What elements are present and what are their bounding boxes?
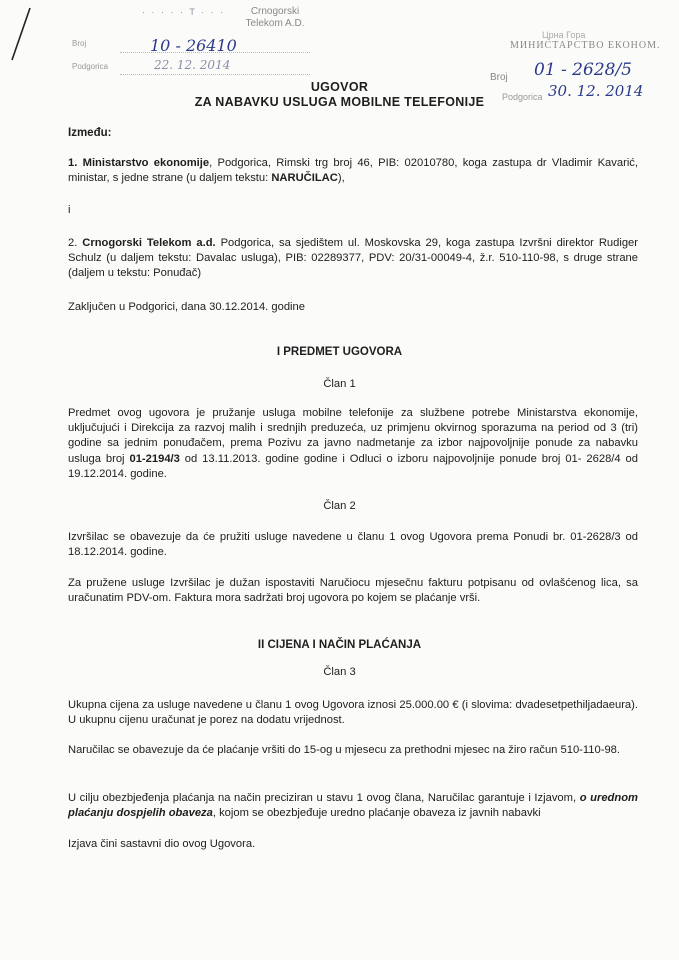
stamp-company-name: Crnogorski Telekom A.D.	[245, 6, 305, 29]
between-label: Između:	[68, 127, 112, 139]
telekom-logo: · · · · · T · · ·	[142, 7, 226, 17]
stamp-line	[120, 74, 310, 75]
clan-3-p3-a: U cilju obezbjeđenja plaćanja na način preciziran u stavu 1 ovog člana, Naručilac garantuje i Izjavom,	[68, 792, 580, 804]
clan-3-paragraph-4: Izjava čini sastavni dio ovog Ugovora.	[68, 838, 256, 850]
stamp-country: Црна Гора	[542, 30, 586, 40]
clan-1-text	[68, 406, 638, 482]
stamp-label-podgorica: Podgorica	[72, 62, 109, 71]
clan-1-text-b: od 13.11.2013. godine godine i Odluci o izboru najpovoljnije ponude broj 01- 2628/4 od 19.12.2014. godine.	[68, 452, 639, 480]
handwritten-slash-mark	[8, 6, 34, 62]
party-2-text: Podgorica, sa sjedištem ul. Moskovska 29, koga zastupa Izvršni direktor Rudiger Schulz (u daljem tekstu: Davalac usluga), PIB: 02289377, PDV: 20/31-00049-4, ž.r. 510-110-98, s druge strane (daljem u tekstu: Ponuđač)	[68, 237, 638, 280]
stamp-date-handwritten: 30. 12. 2014	[548, 82, 644, 100]
party-1	[68, 156, 638, 186]
stamp-ministry: МИНИСТАРСТВО ЕКОНОМ.	[510, 40, 661, 51]
clan-3-p3-emphasis: o urednom plaćanju dospjelih obaveza	[68, 792, 638, 820]
clan-2-paragraph-1: Izvršilac se obavezuje da će pružiti usluge navedene u članu 1 ovog Ugovora prema Ponudi br. 01-2628/3 od 18.12.2014. godine.	[68, 531, 638, 559]
concluded-date: Zaključen u Podgorici, dana 30.12.2014. godine	[68, 301, 305, 313]
party-2	[68, 236, 638, 282]
clan-3-p3-b: , kojom se obezbjeđuje uredno plaćanje obaveza iz javnih nabavki	[212, 807, 541, 820]
party-1-role: NARUČILAC	[271, 172, 338, 185]
title-line-2: ZA NABAVKU USLUGA MOBILNE TELEFONIJE	[194, 95, 485, 109]
conjunction: i	[68, 204, 71, 216]
party-2-num: 2.	[68, 237, 78, 249]
stamp-label-broj: Broj	[72, 39, 87, 48]
party-1-num: 1.	[68, 157, 78, 169]
clan-2-paragraph-2: Za pružene usluge Izvršilac je dužan ispostaviti Naručiocu mjesečnu fakturu potpisanu od ovlašćenog lica, sa uračunatim PDV-om. Faktura mora sadržati broj ugovora po kojem se plaćanje vrši.	[68, 577, 638, 605]
clan-2-heading: Član 2	[323, 500, 356, 512]
party-1-end: ),	[337, 172, 345, 185]
clan-1-text-a: Predmet ovog ugovora je pružanje usluga mobilne telefonije za službene potrebe Ministarstva ekonomije, uključujući i Direkcija za razvoj malih i srednjih preduzeća, uz primjenu okvirnog sporazuma na period od 3 (tri) godine sa jednim ponuđačem, prema Pozivu za javno nadmetanje za izbor najpovoljnije ponude za nabavku usluga broj	[68, 407, 638, 465]
telekom-receipt-stamp	[72, 6, 322, 76]
clan-3-heading: Član 3	[323, 666, 356, 678]
clan-1-heading: Član 1	[323, 378, 356, 390]
party-1-text: , Podgorica, Rimski trg broj 46, PIB: 02010780, koga zastupa dr Vladimir Kavarić, ministar, s jedne strane (u daljem tekstu:	[68, 157, 639, 185]
section-2-heading: II CIJENA I NAČIN PLAĆANJA	[257, 639, 422, 651]
section-1-heading: I PREDMET UGOVORA	[276, 346, 403, 358]
stamp-broj-handwritten: 01 - 2628/5	[534, 60, 632, 80]
stamp-podgorica-label: Podgorica	[502, 92, 543, 102]
stamp-date-handwritten: 22. 12. 2014	[154, 58, 231, 72]
title-line-1: UGOVOR	[310, 80, 369, 94]
party-2-name: Crnogorski Telekom a.d.	[82, 237, 216, 249]
party-1-name: Ministarstvo ekonomije	[82, 157, 210, 169]
clan-3-paragraph-3	[68, 791, 638, 821]
stamp-broj-label: Broj	[490, 72, 508, 83]
stamp-number-handwritten: 10 - 26410	[150, 36, 237, 55]
contract-title	[0, 80, 679, 109]
clan-1-reference: 01-2194/3	[129, 452, 180, 465]
clan-3-paragraph-1: Ukupna cijena za usluge navedene u članu 1 ovog Ugovora iznosi 25.000.00 € (i slovima: dvadesetpethiljadaeura). U ukupnu cijenu uračunat je porez na dodatu vrijednost.	[68, 699, 638, 727]
clan-3-paragraph-2: Naručilac se obavezuje da će plaćanje vršiti do 15-og u mjesecu za prethodni mjesec na žiro račun 510-110-98.	[68, 744, 621, 756]
